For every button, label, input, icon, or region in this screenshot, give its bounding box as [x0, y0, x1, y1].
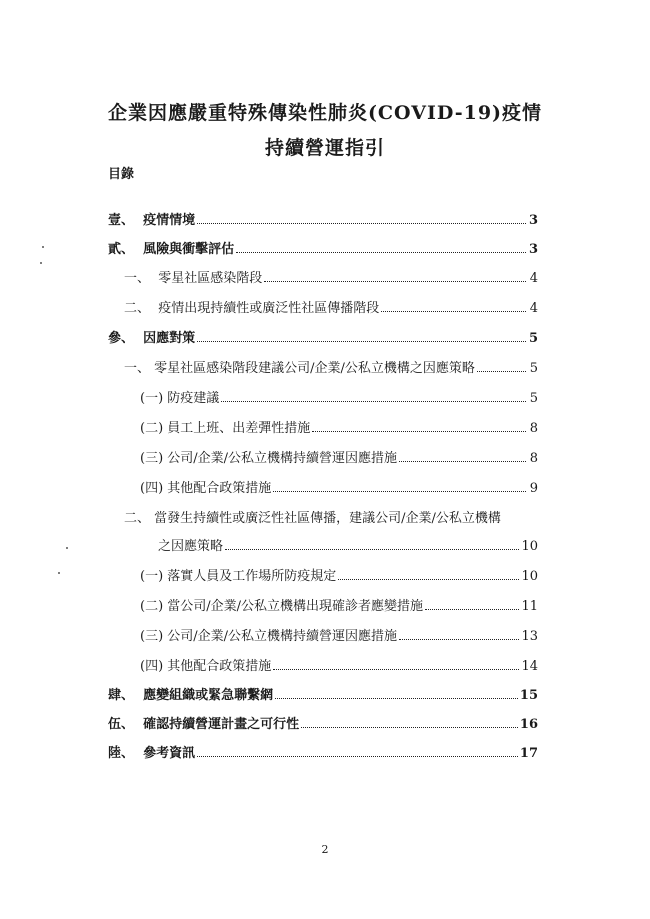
toc-item-page: 5	[528, 331, 538, 346]
toc-item-number: (一)	[140, 569, 168, 584]
toc-item[interactable]	[140, 656, 538, 674]
toc-item-number: 一、	[124, 361, 155, 376]
toc-item[interactable]	[140, 596, 538, 614]
toc-item-number: 二、	[124, 301, 159, 316]
toc-leader	[399, 639, 519, 640]
toc-item-label: 其他配合政策措施	[167, 659, 272, 674]
toc-item-label: 當公司/企業/公私立機構出現確診者應變措施	[167, 599, 424, 614]
toc-item-number: 伍、	[108, 717, 144, 732]
toc-item-page: 9	[529, 481, 538, 496]
toc-leader	[197, 341, 526, 342]
toc-leader	[301, 727, 518, 728]
toc-item-number: 一、	[124, 271, 159, 286]
toc-leader	[236, 252, 526, 253]
toc-item-number: 參、	[108, 331, 144, 346]
toc-item-page: 5	[529, 361, 538, 376]
toc-item[interactable]	[158, 536, 538, 554]
toc-item-number: 肆、	[108, 688, 144, 703]
toc-item-label: 員工上班、出差彈性措施	[167, 421, 311, 436]
toc-item[interactable]	[108, 743, 538, 761]
toc-item[interactable]	[124, 298, 538, 316]
toc-item-page: 3	[528, 242, 538, 257]
toc-item[interactable]	[140, 626, 538, 644]
toc-leader	[381, 311, 526, 312]
toc-item-number: 二、	[124, 511, 155, 526]
toc-item-number: 壹、	[108, 213, 144, 228]
toc-item[interactable]	[108, 714, 538, 732]
toc-item-number: (三)	[140, 451, 168, 466]
toc-item-label: 風險與衝擊評估	[143, 242, 235, 257]
toc-heading: 目錄	[108, 167, 135, 182]
toc-item-label: 其他配合政策措施	[167, 481, 272, 496]
toc-item[interactable]	[108, 239, 538, 257]
document-title: 企業因應嚴重特殊傳染性肺炎(COVID-19)疫情	[107, 102, 543, 124]
toc-item-label: 參考資訊	[143, 746, 196, 761]
toc-item-page: 11	[521, 599, 538, 614]
toc-item[interactable]	[140, 478, 538, 496]
toc-item-page: 10	[521, 569, 538, 584]
page-number: 2	[321, 843, 329, 856]
toc-item-page: 8	[529, 451, 538, 466]
toc-item-number: 陸、	[108, 746, 144, 761]
toc-item-label: 零星社區感染階段建議公司/企業/公私立機構之因應策略	[154, 361, 475, 376]
toc-item[interactable]	[140, 566, 538, 584]
toc-item[interactable]	[108, 210, 538, 228]
toc-item-page: 15	[519, 688, 538, 703]
toc-item-number: (三)	[140, 629, 168, 644]
toc-item-page: 4	[529, 301, 538, 316]
scan-speck	[42, 246, 44, 248]
toc-item-page: 10	[521, 539, 538, 554]
document-subtitle: 持續營運指引	[264, 137, 385, 159]
toc-leader	[312, 431, 526, 432]
toc-leader	[399, 461, 526, 462]
toc-leader	[197, 756, 518, 757]
toc-item-number: (四)	[140, 659, 168, 674]
toc-item-page: 16	[519, 717, 538, 732]
toc-item[interactable]	[124, 508, 538, 526]
toc-item-label: 落實人員及工作場所防疫規定	[167, 569, 337, 584]
toc-item-label: 疫情情境	[143, 213, 196, 228]
toc-leader	[221, 401, 526, 402]
toc-leader	[425, 609, 519, 610]
toc-item-page: 13	[521, 629, 538, 644]
toc-item-label: 因應對策	[143, 331, 196, 346]
toc-item-label: 之因應策略	[158, 539, 224, 554]
toc-item-page: 3	[528, 213, 538, 228]
toc-item[interactable]	[140, 418, 538, 436]
toc-item-page: 14	[521, 659, 538, 674]
toc-item-page: 8	[529, 421, 538, 436]
toc-leader	[273, 491, 526, 492]
toc-leader	[273, 669, 519, 670]
toc-item-label: 當發生持續性或廣泛性社區傳播，建議公司/企業/公私立機構	[154, 511, 501, 526]
toc-item-page: 4	[529, 271, 538, 286]
toc-item-page: 17	[519, 746, 538, 761]
toc-item[interactable]	[140, 388, 538, 406]
toc-item[interactable]	[108, 328, 538, 346]
scan-speck	[58, 572, 60, 574]
toc-item-label: 防疫建議	[167, 391, 220, 406]
toc-leader	[477, 371, 526, 372]
toc-item-label: 公司/企業/公私立機構持續營運因應措施	[167, 629, 398, 644]
toc-item-label: 公司/企業/公私立機構持續營運因應措施	[167, 451, 398, 466]
toc-item-number: (二)	[140, 599, 168, 614]
toc-item-label: 零星社區感染階段	[158, 271, 263, 286]
toc-item[interactable]	[124, 358, 538, 376]
toc-leader	[225, 549, 519, 550]
toc-item-label: 疫情出現持續性或廣泛性社區傳播階段	[158, 301, 380, 316]
toc-leader	[338, 579, 519, 580]
toc-item-page: 5	[529, 391, 538, 406]
toc-item-number: 貳、	[108, 242, 144, 257]
toc-item[interactable]	[108, 685, 538, 703]
toc-item-label: 確認持續營運計畫之可行性	[143, 717, 300, 732]
scan-speck	[40, 262, 42, 264]
toc-item[interactable]	[124, 268, 538, 286]
toc-leader	[275, 698, 518, 699]
toc-item-number: (一)	[140, 391, 168, 406]
toc-item-number: (四)	[140, 481, 168, 496]
toc-item-label: 應變組織或緊急聯繫網	[143, 688, 274, 703]
toc-leader	[264, 281, 526, 282]
scan-speck	[66, 547, 68, 549]
toc-item[interactable]	[140, 448, 538, 466]
toc-item-number: (二)	[140, 421, 168, 436]
toc-leader	[197, 223, 526, 224]
